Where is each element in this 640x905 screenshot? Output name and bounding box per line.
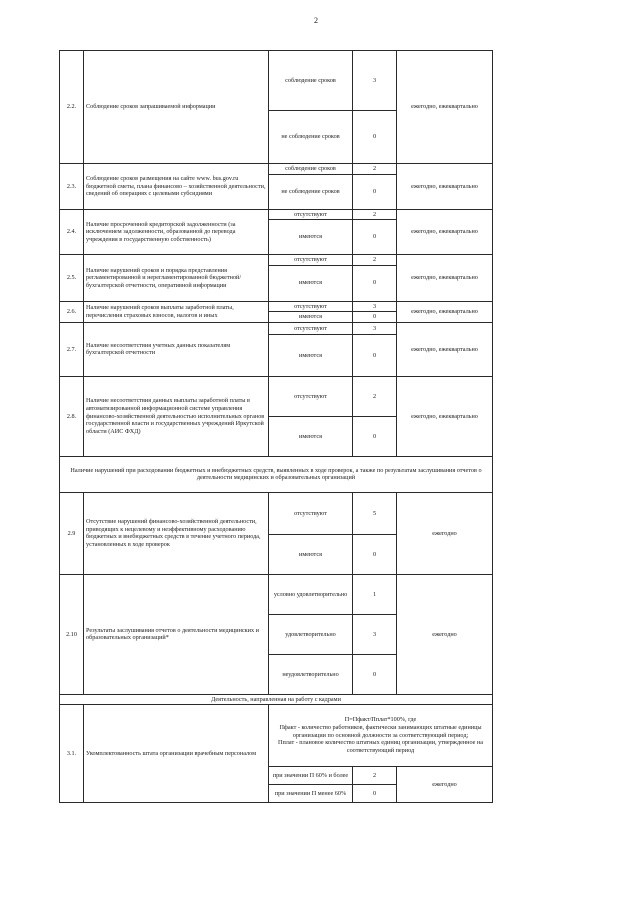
criterion: не соблюдение сроков (269, 174, 353, 209)
frequency: ежегодно, ежеквартально (397, 51, 493, 164)
frequency: ежегодно (397, 574, 493, 694)
points: 2 (353, 376, 397, 416)
section-heading: Наличие нарушений при расходовании бюджетных и внебюджетных средств, выявленных в ходе проверок, а также по результатам заслушивания отчетов о деятельности медицинских и образовательных организаций (60, 456, 493, 492)
criterion: имеются (269, 220, 353, 255)
formula-line: П=Пфакт/Пплат*100%, где (344, 716, 417, 724)
points: 2 (353, 766, 397, 784)
row-number: 2.5. (60, 255, 84, 302)
points: 3 (353, 322, 397, 334)
criterion: соблюдение сроков (269, 51, 353, 111)
indicator-name: Наличие нарушений сроков и порядка представления регламентированной и нерегламентированной бюджетной/бухгалтерской отчетности, оперативной информации (84, 255, 269, 302)
frequency: ежегодно, ежеквартально (397, 301, 493, 322)
points: 5 (353, 492, 397, 534)
row-number: 2.8. (60, 376, 84, 456)
frequency: ежегодно, ежеквартально (397, 322, 493, 376)
row-number: 2.6. (60, 301, 84, 322)
points: 0 (353, 111, 397, 164)
criterion: имеются (269, 265, 353, 301)
criterion: отсутствуют (269, 255, 353, 266)
criterion: не соблюдение сроков (269, 111, 353, 164)
row-number: 3.1. (60, 704, 84, 802)
criterion: отсутствуют (269, 376, 353, 416)
frequency: ежегодно, ежеквартально (397, 209, 493, 255)
points: 0 (353, 220, 397, 255)
indicator-name: Соблюдение сроков размещения на сайте www. bus.gov.ru бюджетной сметы, плана финансово – хозяйственной деятельности, сведений об операциях с целевыми субсидиями (84, 164, 269, 210)
row-number: 2.2. (60, 51, 84, 164)
points: 0 (353, 654, 397, 694)
points: 0 (353, 334, 397, 376)
points: 0 (353, 534, 397, 574)
criterion: имеются (269, 312, 353, 323)
criterion: имеются (269, 534, 353, 574)
criterion: условно удовлетворительно (269, 574, 353, 614)
page-number: 2 (314, 16, 318, 25)
row-number: 2.9 (60, 492, 84, 574)
points: 2 (353, 164, 397, 175)
criterion: имеются (269, 334, 353, 376)
indicator-name: Наличие просроченной кредиторской задолженности (за исключением задолженности, образованной до перевода учреждения в государственную собственность) (84, 209, 269, 255)
table-row (60, 209, 493, 220)
frequency: ежегодно (397, 766, 493, 802)
formula (269, 704, 493, 766)
indicator-name: Наличие нарушений сроков выплаты заработной платы, перечисления страховых взносов, налогов и иных (84, 301, 269, 322)
points: 1 (353, 574, 397, 614)
indicator-name: Отсутствие нарушений финансово-хозяйственной деятельности, приводящих к нецелевому и неэффективному расходованию бюджетных и внебюджетных средств в течение учетного периода, установленных в ходе проверок (84, 492, 269, 574)
criterion: имеются (269, 416, 353, 456)
indicator-name: Укомплектованность штата организации врачебным персоналом (84, 704, 269, 802)
section-heading-row (60, 694, 493, 704)
criterion: соблюдение сроков (269, 164, 353, 175)
table-row (60, 376, 493, 416)
table-row (60, 322, 493, 334)
table-row (60, 574, 493, 614)
indicator-name: Наличие несоответствия данных выплаты заработной платы в автоматизированной информационной системе управления финансово-хозяйственной деятельностью исполнительных органов государственной власти и государственных учреждений Иркутской области (АИС ФХД) (84, 376, 269, 456)
section-heading: Деятельность, направленная на работу с кадрами (60, 694, 493, 704)
formula-line: Пплат - плановое количество штатных единиц организации, утвержденное на соответствующий период (278, 739, 483, 754)
criterion: при значении П 60% и более (269, 766, 353, 784)
indicator-name: Наличие несоответствия учетных данных показателям бухгалтерской отчетности (84, 322, 269, 376)
frequency: ежегодно, ежеквартально (397, 164, 493, 210)
table-row (60, 164, 493, 175)
points: 0 (353, 784, 397, 802)
points: 2 (353, 209, 397, 220)
points: 0 (353, 416, 397, 456)
criteria-table (59, 50, 493, 803)
points: 0 (353, 265, 397, 301)
table-row (60, 704, 493, 766)
table-row (60, 255, 493, 266)
indicator-name: Соблюдение сроков запрашиваемой информации (84, 51, 269, 164)
row-number: 2.4. (60, 209, 84, 255)
row-number: 2.7. (60, 322, 84, 376)
points: 3 (353, 301, 397, 312)
table-row (60, 51, 493, 111)
formula-line: Пфакт - количество работников, фактически занимающих штатные единицы организации по основной должности за соответствующий период; (279, 724, 482, 739)
section-heading-row (60, 456, 493, 492)
criterion: отсутствуют (269, 209, 353, 220)
criterion: неудовлетворительно (269, 654, 353, 694)
criterion: отсутствуют (269, 301, 353, 312)
row-number: 2.10 (60, 574, 84, 694)
points: 3 (353, 614, 397, 654)
criterion: удовлетворительно (269, 614, 353, 654)
criterion: отсутствуют (269, 322, 353, 334)
row-number: 2.3. (60, 164, 84, 210)
points: 0 (353, 312, 397, 323)
table-row (60, 301, 493, 312)
frequency: ежегодно, ежеквартально (397, 255, 493, 302)
indicator-name: Результаты заслушивания отчетов о деятельности медицинских и образовательных организаций* (84, 574, 269, 694)
frequency: ежегодно (397, 492, 493, 574)
criterion: отсутствуют (269, 492, 353, 534)
points: 3 (353, 51, 397, 111)
frequency: ежегодно, ежеквартально (397, 376, 493, 456)
points: 0 (353, 174, 397, 209)
criterion: при значении П менее 60% (269, 784, 353, 802)
table-row (60, 492, 493, 534)
points: 2 (353, 255, 397, 266)
